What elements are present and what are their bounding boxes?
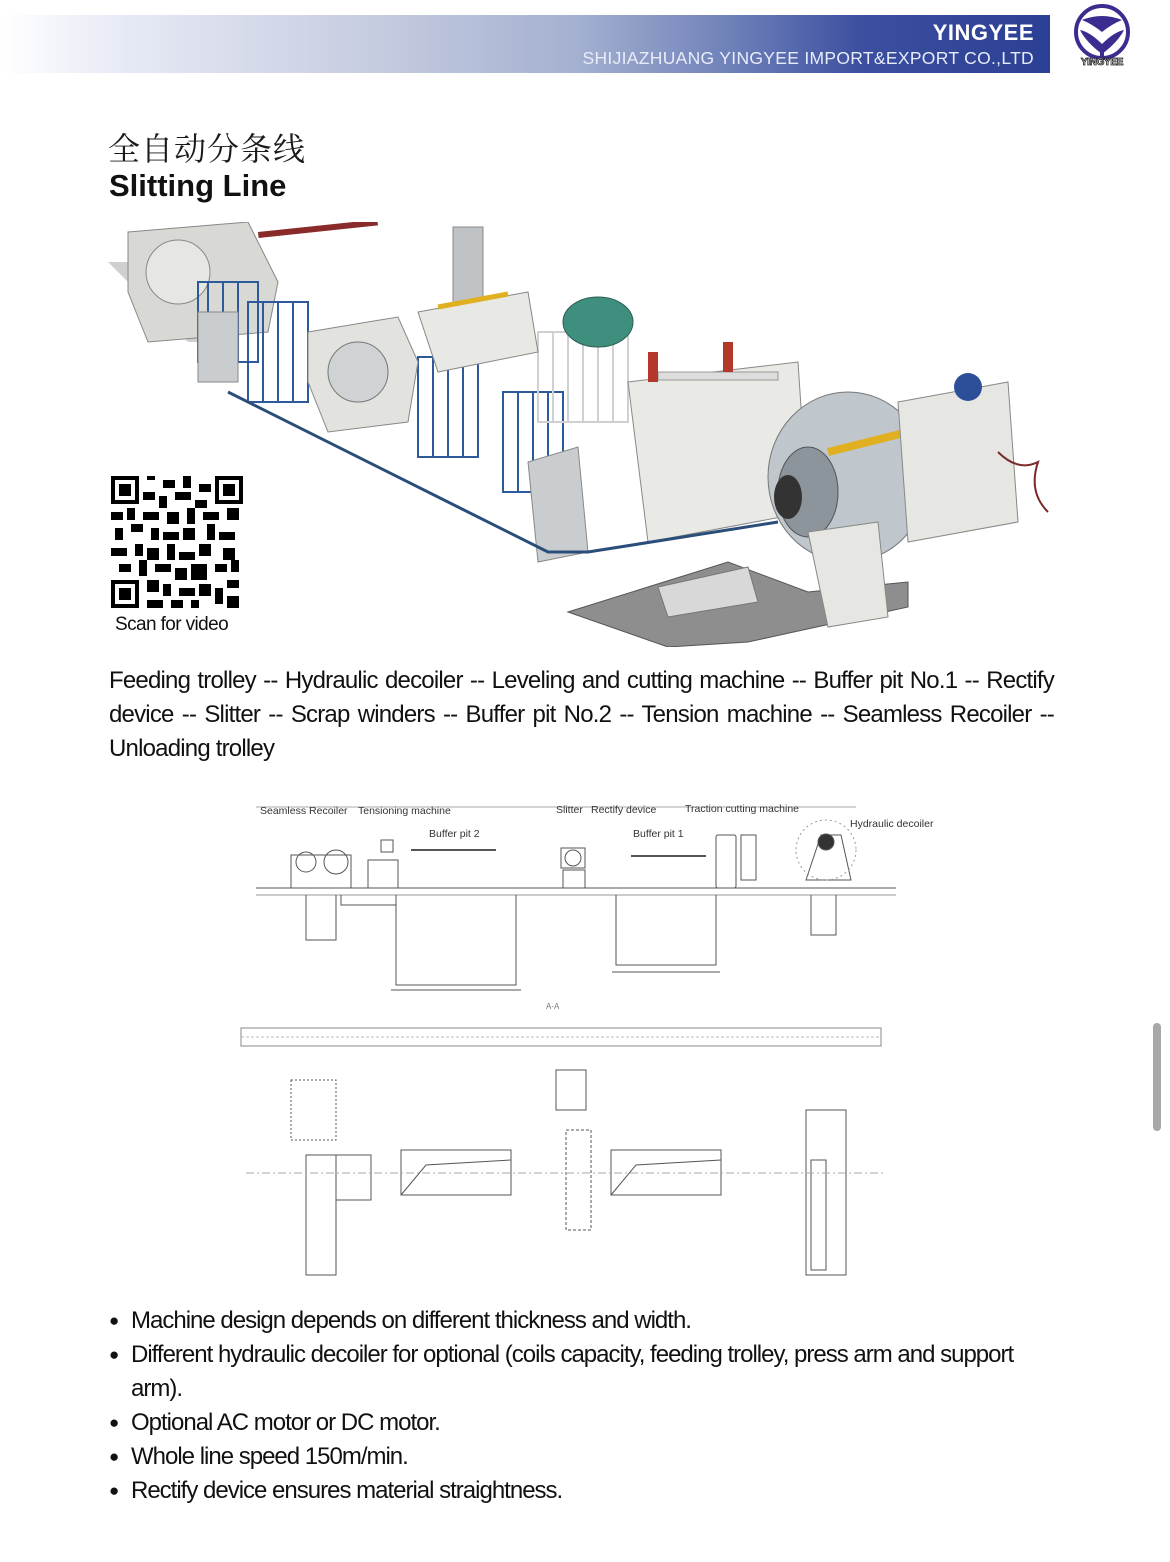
product-title-chinese: 全自动分条线 (108, 130, 307, 168)
feature-item: ● Whole line speed 150m/min. (109, 1440, 1049, 1474)
qr-caption: Scan for video (115, 614, 229, 635)
feature-item: ● Rectify device ensures material straightness. (109, 1474, 1049, 1508)
label-slitter: Slitter (556, 804, 583, 816)
company-name: SHIJIAZHUANG YINGYEE IMPORT&EXPORT CO.,LTD (582, 48, 1034, 68)
product-title-english: Slitting Line (109, 168, 287, 203)
label-traction-cutting-machine: Traction cutting machine (685, 803, 799, 815)
machine-photo (108, 222, 1058, 647)
feature-list (109, 1304, 1049, 1508)
logo-wordmark: YINGYEE (1080, 57, 1124, 68)
section-mark: A-A (546, 1002, 560, 1011)
label-tensioning-machine: Tensioning machine (358, 805, 451, 817)
brand-name: YINGYEE (932, 20, 1034, 45)
header-banner (0, 15, 1050, 73)
feature-item: ● Machine design depends on different thickness and width. (109, 1304, 1049, 1338)
label-seamless-recoiler: Seamless Recoiler (260, 805, 348, 817)
label-rectify-device: Rectify device (591, 804, 657, 816)
label-buffer-pit-2: Buffer pit 2 (429, 828, 480, 840)
process-flow-text: Feeding trolley -- Hydraulic decoiler -- Leveling and cutting machine -- Buffer pit No.1 -- Rectify device -- Slitter -- Scrap winders -- Buffer pit No.2 -- Tension machine -- Seamless Recoiler -- Unloading trolley (109, 667, 1054, 762)
layout-drawing (236, 780, 936, 1290)
scrollbar-thumb[interactable] (1153, 1023, 1161, 1131)
label-hydraulic-decoiler: Hydraulic decoiler (850, 818, 934, 830)
label-buffer-pit-1: Buffer pit 1 (633, 828, 684, 840)
drawing-lines (236, 780, 936, 1290)
feature-item: ● Optional AC motor or DC motor. (109, 1406, 1049, 1440)
qr-code-video[interactable] (111, 476, 243, 608)
feature-item: ● Different hydraulic decoiler for optional (coils capacity, feeding trolley, press arm and support arm). (109, 1338, 1049, 1406)
